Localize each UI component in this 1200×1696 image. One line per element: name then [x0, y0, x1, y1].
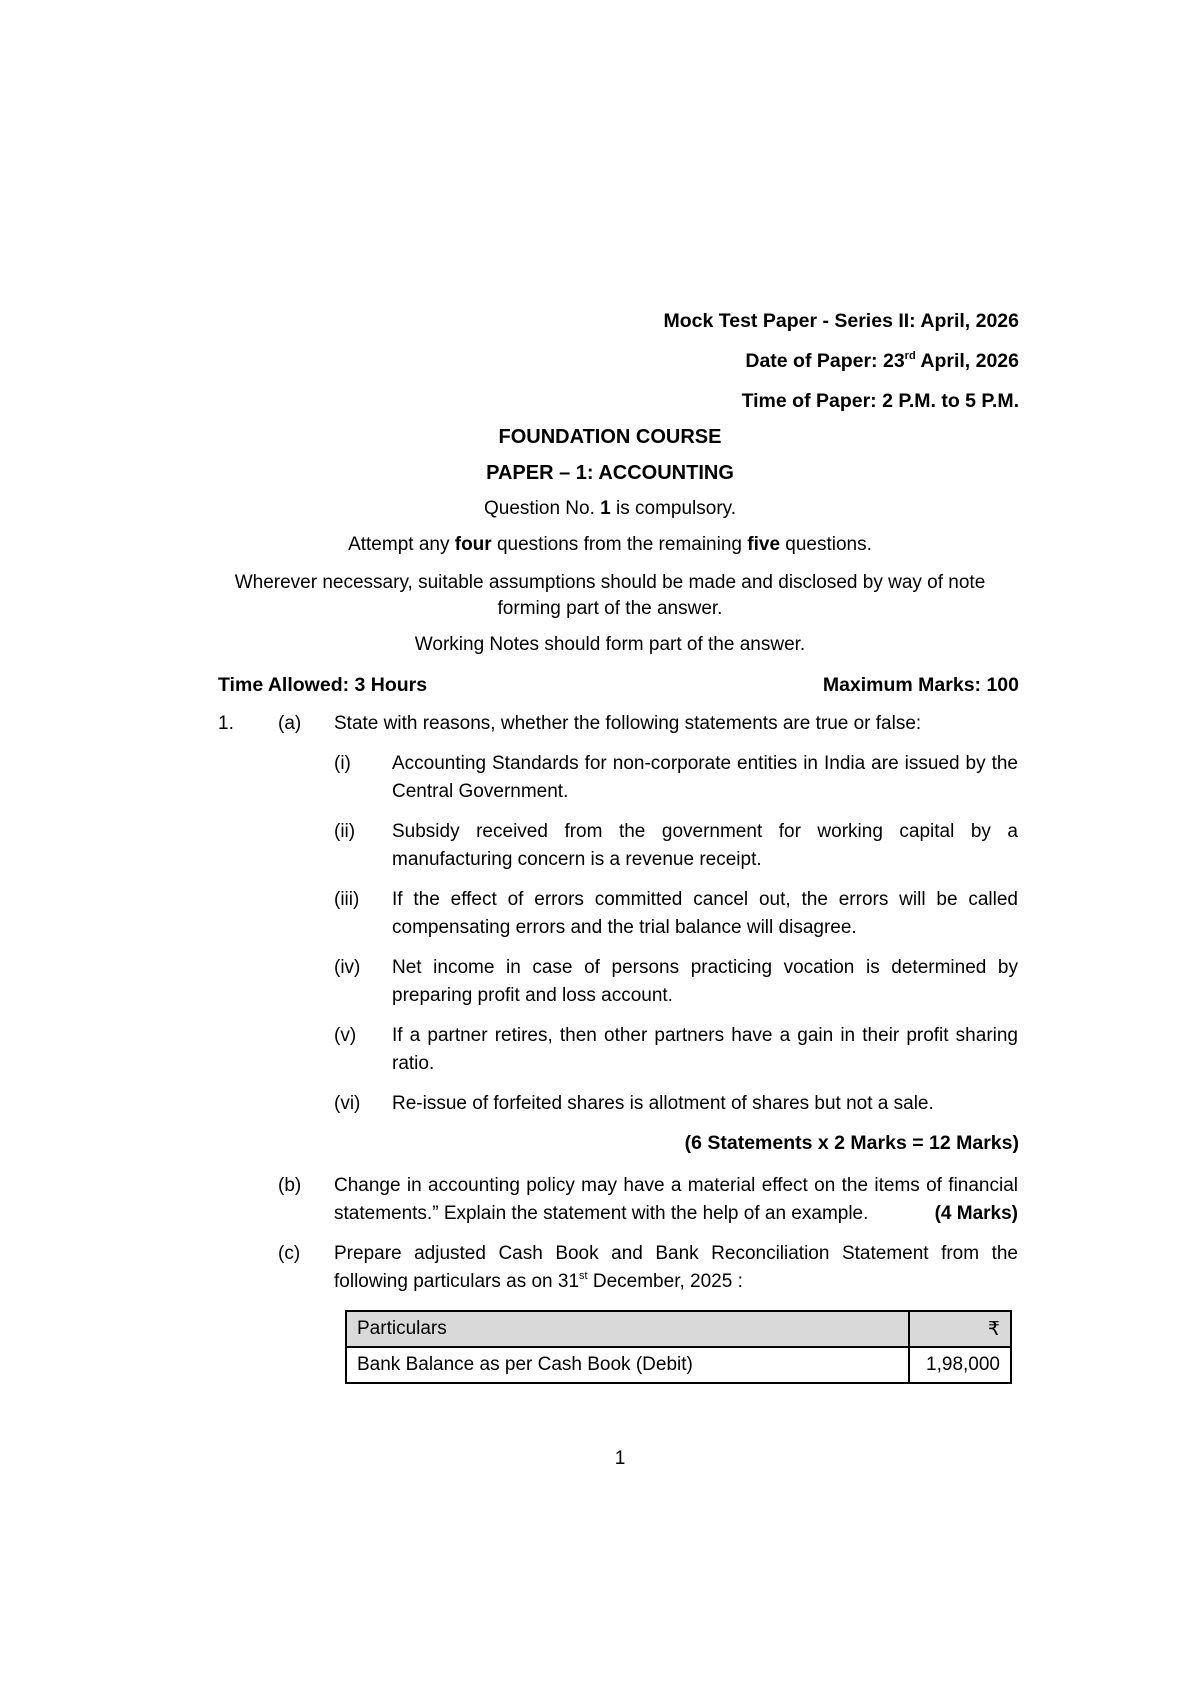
statement-text: Net income in case of persons practicing vocation is determined by preparing profit and loss account.: [392, 957, 1018, 1006]
table-header-row: [346, 1311, 1011, 1347]
statement-number: (iii): [334, 889, 360, 910]
statement-number: (v): [334, 1025, 357, 1046]
part-c-label: (c): [278, 1243, 301, 1264]
compulsory-instruction: Question No. 1 is compulsory.: [483, 498, 737, 519]
statement-number: (vi): [334, 1093, 361, 1114]
time-marks-row: [218, 674, 1019, 697]
part-b-marks: (4 Marks): [934, 1203, 1018, 1224]
statement-text: Accounting Standards for non-corporate entities in India are issued by the Central Government.: [392, 753, 1018, 802]
paper-time: Time of Paper: 2 P.M. to 5 P.M.: [741, 390, 1019, 412]
maximum-marks: Maximum Marks: 100: [822, 674, 1019, 696]
statement-text: If a partner retires, then other partners have a gain in their profit sharing ratio.: [392, 1025, 1018, 1074]
part-b-text: Change in accounting policy may have a material effect on the items of financial statements.” Explain the statement with the help of an example. (4 Marks): [334, 1172, 1018, 1228]
amount-cell: 1,98,000: [909, 1347, 1011, 1383]
paper-title: PAPER – 1: ACCOUNTING: [486, 462, 734, 484]
part-a-text: State with reasons, whether the following statements are true or false:: [334, 713, 922, 734]
assumptions-instruction: Wherever necessary, suitable assumptions should be made and disclosed by way of note forming part of the answer.: [234, 572, 986, 619]
table-row: [346, 1347, 1011, 1383]
statement-number: (i): [334, 753, 351, 774]
statement-text: Subsidy received from the government for working capital by a manufacturing concern is a revenue receipt.: [392, 821, 1018, 870]
bank-particulars-table: [345, 1310, 1012, 1384]
attempt-instruction: Attempt any four questions from the remaining five questions.: [348, 534, 872, 555]
amount-header: ₹: [909, 1311, 1011, 1347]
statement-number: (ii): [334, 821, 356, 842]
page-number: 1: [614, 1448, 626, 1469]
paper-date: Date of Paper: 23rd April, 2026: [745, 350, 1019, 372]
statement-number: (iv): [334, 957, 361, 978]
part-c-text: Prepare adjusted Cash Book and Bank Reconciliation Statement from the following particulars as on 31st December, 2025 :: [334, 1243, 1018, 1292]
statement-text: If the effect of errors committed cancel out, the errors will be called compensating errors and the trial balance will disagree.: [392, 889, 1018, 938]
part-b-label: (b): [278, 1175, 302, 1196]
particulars-cell: Bank Balance as per Cash Book (Debit): [346, 1347, 909, 1383]
particulars-header: Particulars: [346, 1311, 909, 1347]
course-title: FOUNDATION COURSE: [498, 426, 722, 448]
working-notes-instruction: Working Notes should form part of the answer.: [414, 634, 806, 655]
part-a-marks: (6 Statements x 2 Marks = 12 Marks): [684, 1132, 1019, 1154]
series-title: Mock Test Paper - Series II: April, 2026: [663, 310, 1019, 332]
question-number: 1.: [218, 713, 234, 734]
part-a-label: (a): [278, 713, 302, 734]
time-allowed: Time Allowed: 3 Hours: [218, 674, 428, 696]
statement-text: Re-issue of forfeited shares is allotment of shares but not a sale.: [392, 1093, 934, 1114]
